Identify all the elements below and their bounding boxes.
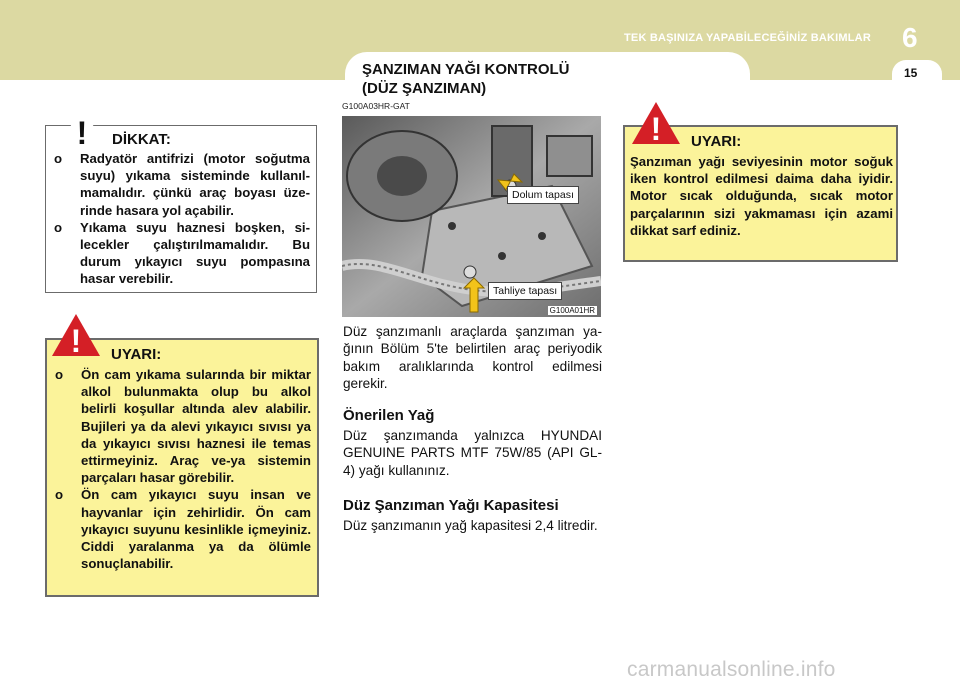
caution-item-text: Radyatör antifrizi (motor soğutma suyu) yıkama sisteminde kullanılmamalıdır. çünkü araç boyası üzerinde hasara yol açabilir. [80, 151, 310, 218]
recommended-oil-text: Düz şanzımanda yalnızca HYUNDAI GENUINE PARTS MTF 75W/85 (API GL-4) yağı kullanınız. [343, 428, 602, 478]
intro-paragraph: Düz şanzımanlı araçlarda şanzıman yağının Bölüm 5'te belirtilen araç periyodik bakım aralıklarında kontrol edilmesi gerekir. [343, 324, 602, 391]
transmission-photo [342, 116, 601, 317]
page-title [362, 60, 570, 98]
bullet-mark: o [55, 487, 64, 503]
chapter-number: 6 [902, 22, 918, 53]
svg-text:!: ! [76, 115, 88, 150]
recommended-oil-heading: Önerilen Yağ [343, 407, 435, 424]
warning-triangle-icon [56, 104, 108, 150]
caution-item-text: Yıkama suyu haznesi boşken, silecekler çalıştırılmamalıdır. Bu durum yıkayıcı suyu pompasına hasar verebilir. [80, 219, 310, 287]
watermark: carmanualsonline.info [627, 658, 836, 681]
caution-body [54, 150, 310, 288]
warning-item-text: Ön cam yıkama sularında bir miktar alkol bulunmakta olup bu alkol belirli koşullar altında alev alabilir. Bujileri ya da alevi yıkayıcı sıvısı ya da yıkayıcı sıvısı haznesi ile temas ettirmeyiniz. Araç ve-ya sistemin parçaları hasar görebilir. [81, 367, 311, 486]
page-number: 15 [904, 66, 918, 80]
bullet-mark: o [54, 151, 63, 166]
caution-box [45, 125, 317, 293]
capacity-heading: Düz Şanzıman Yağı Kapasitesi [343, 497, 559, 514]
caution-item [54, 150, 310, 219]
svg-text:!: ! [650, 111, 662, 146]
fill-plug-label: Dolum tapası [507, 186, 579, 204]
warning-item [55, 486, 311, 572]
page-title-line-1: ŞANZIMAN YAĞI KONTROLÜ [362, 61, 570, 78]
warning-right-heading: UYARI: [691, 133, 742, 150]
warning-left-heading: UYARI: [111, 346, 162, 363]
warning-left-body [55, 366, 311, 572]
warning-box-left [45, 338, 319, 597]
warning-item-text: Ön cam yıkayıcı suyu insan ve hayvanlar için zehirlidir. Ön cam yıkayıcı suyunu kesinlikle içmeyiniz. Ciddi yaralanma ya da ölümle sonuçlanabilir. [81, 487, 311, 572]
drain-plug-label: Tahliye tapası [488, 282, 562, 300]
warning-triangle-icon [50, 312, 102, 358]
bullet-mark: o [55, 367, 64, 382]
photo-code: G100A01HR [549, 306, 595, 315]
bullet-mark: o [54, 219, 63, 235]
warning-triangle-icon [630, 100, 682, 146]
page-title-line-2: (DÜZ ŞANZIMAN) [362, 80, 487, 97]
caution-item [54, 219, 310, 288]
warning-right-text: Şanzıman yağı seviyesinin motor soğuk iken kontrol edilmesi daima daha iyidir. Motor sıcak olduğunda, sıcak motor parçalarının sizi yakmaması için azami dikkat sarf ediniz. [630, 154, 893, 238]
section-label: TEK BAŞINIZA YAPABİLECEĞİNİZ BAKIMLAR [624, 32, 871, 44]
caution-heading: DİKKAT: [112, 131, 171, 148]
capacity-text: Düz şanzımanın yağ kapasitesi 2,4 litredir. [343, 518, 598, 533]
warning-item [55, 366, 311, 486]
document-code: G100A03HR-GAT [342, 101, 410, 111]
svg-text:!: ! [70, 323, 82, 358]
